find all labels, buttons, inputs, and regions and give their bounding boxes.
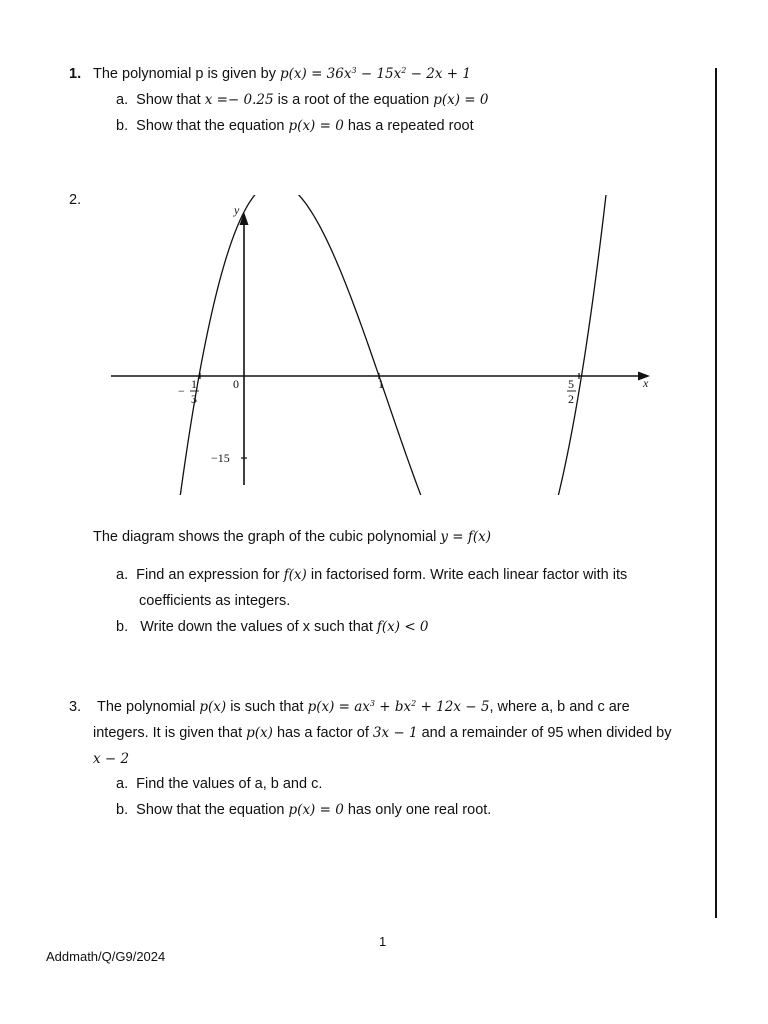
q3-intro: The polynomial p(x) is such that $p(x) = ax^3 + bx^2 + 12x - 5$, where a, b and c are (97, 699, 630, 715)
q3-equation: $p(x) = ax^3 + bx^2 + 12x - 5$ (307, 699, 490, 715)
q1-equation: $p(x) = 36x^3 - 15x^2 - 2x + 1$ (280, 66, 471, 82)
neg-third-sign: − (178, 384, 185, 398)
y-axis-label: y (234, 203, 240, 217)
five-halves-num: 5 (568, 377, 574, 391)
neg-third-num: 1 (191, 377, 197, 391)
q3b-item: b. Show that the equation p(x) = 0 has only one real root. (116, 802, 492, 818)
q2a-item-line2: coefficients as integers. (139, 593, 291, 609)
one-label: 1 (378, 377, 384, 391)
q3a-item: a. Find the values of a, b and c. (116, 776, 323, 792)
document-code: Addmath/Q/G9/2024 (46, 949, 166, 964)
five-halves-den: 2 (568, 392, 574, 406)
q3-number: 3. (69, 699, 82, 715)
q2-description: The diagram shows the graph of the cubic polynomial y = f(x) (93, 529, 492, 545)
q2a-item: a. Find an expression for f(x) in factorised form. Write each linear factor with its (116, 567, 628, 583)
q2b-item: b. Write down the values of x such that f(x) < 0 (116, 619, 429, 635)
page-right-rule (715, 68, 717, 918)
q3-line3: x − 2 (93, 751, 130, 767)
q2-number: 2. (69, 192, 82, 208)
cubic-curve (152, 195, 611, 495)
cubic-graph (95, 195, 665, 495)
origin-label: 0 (233, 377, 239, 391)
x-axis-label: x (643, 376, 649, 390)
q1-intro: The polynomial p is given by $p(x) = 36x^3 - 15x^2 - 2x + 1$ (93, 66, 471, 82)
neg-third-den: 3 (191, 392, 197, 406)
q3-line2: integers. It is given that p(x) has a factor of 3x − 1 and a remainder of 95 when divided by (93, 725, 672, 741)
q1-number: 1. (69, 66, 82, 82)
y-intercept-label: −15 (211, 451, 230, 465)
page-number: 1 (379, 934, 387, 949)
q1a-item: a. Show that x =− 0.25 is a root of the equation p(x) = 0 (116, 92, 489, 108)
q1b-item: b. Show that the equation p(x) = 0 has a repeated root (116, 118, 474, 134)
